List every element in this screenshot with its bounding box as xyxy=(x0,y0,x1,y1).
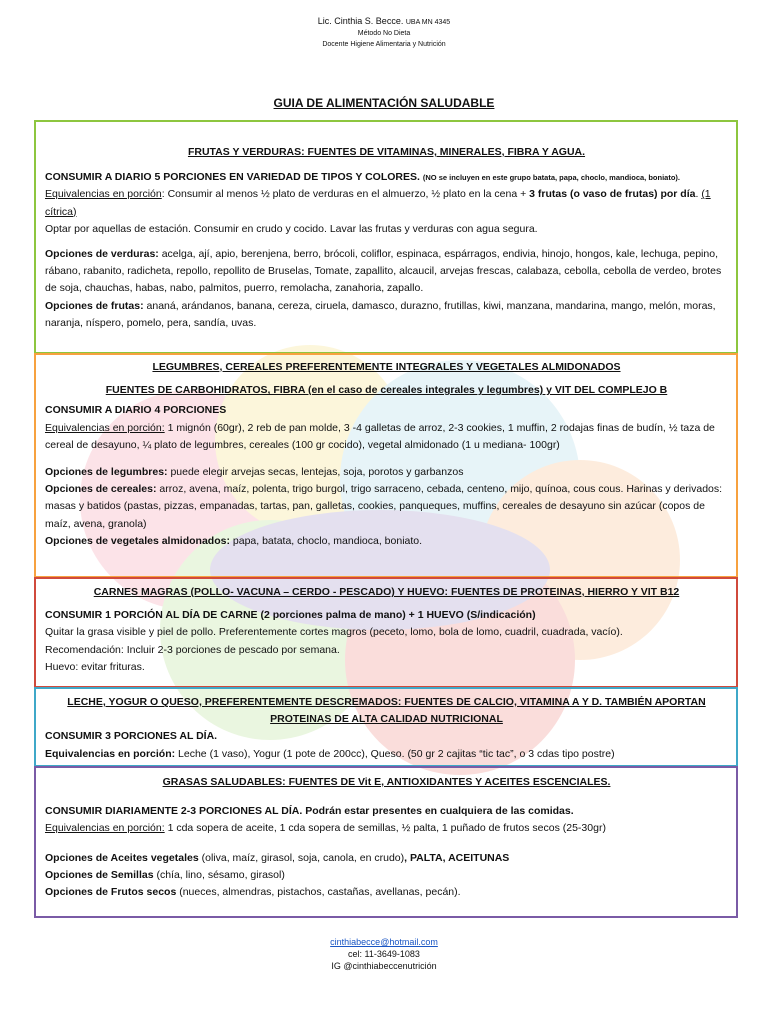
starchy-vegetable-options xyxy=(45,533,728,550)
equivalence-label: Equivalencias en porción: xyxy=(45,747,176,760)
options-text: arroz, avena, maíz, polenta, trigo burgol, trigo sarraceno, cebada, centeno, mijo, quínoa, cous cous. Harinas y derivados: masas y batidos (pastas, pizzas, empanadas, tartas, pan, galletas, cookies, panqueques, muffins, cereales de desayuno sin azúcar (copos de maíz, avena, granola) xyxy=(45,483,723,530)
equivalence-label: Equivalencias en porción: xyxy=(45,421,165,434)
equivalence-text: : Consumir al menos ½ plato de verduras en el almuerzo, ½ plato en la cena + xyxy=(161,188,530,201)
contact-footer xyxy=(0,936,768,972)
portion-equivalence xyxy=(45,186,728,220)
citrica-note: (1 cítrica) xyxy=(45,188,711,218)
author-credential: UBA MN 4345 xyxy=(405,19,451,26)
options-bold: , PALTA, ACEITUNAS xyxy=(404,851,510,864)
author-name: Lic. Cinthia S. Becce. xyxy=(317,16,404,26)
equivalence-text: Leche (1 vaso), Yogur (1 pote de 200cc), Queso. (50 gr 2 cajitas “tic tac”, o 3 cdas tipo postre) xyxy=(175,747,615,760)
portion-equivalence xyxy=(45,746,728,763)
recommendation-text: Optar por aquellas de estación. Consumir en crudo y cocido. Lavar las frutas y verduras con agua segura. xyxy=(45,222,538,235)
instagram-handle: IG @cinthiabeccenutrición xyxy=(331,961,437,971)
options-label: Opciones de cereales: xyxy=(45,483,157,496)
equivalence-sep: . xyxy=(695,188,702,201)
portion-equivalence xyxy=(45,820,728,837)
consumption-text: CONSUMIR 3 PORCIONES AL DÍA. xyxy=(45,730,218,743)
method-line: Método No Dieta xyxy=(357,30,411,37)
phone-number: cel: 11-3649-1083 xyxy=(348,949,420,959)
options-text: (chía, lino, sésamo, girasol) xyxy=(153,868,285,881)
options-text: ananá, arándanos, banana, cereza, ciruela, damasco, durazno, frutillas, kiwi, manzana, mandarina, mango, melón, moras, naranja, níspero, pomelo, pera, sandía, uvas. xyxy=(45,299,716,329)
options-label: Opciones de legumbres: xyxy=(45,466,168,479)
equivalence-text: 1 mignón (60gr), 2 reb de pan molde, 3 -4 galletas de arroz, 2-3 cookies, 1 muffin, 2 rodajas finas de budín, ½ taza de cereal de desayuno, ¼ plato de legumbres, cereales (100 gr cocido), vegetal almidonado (1 u mediana- 100gr) xyxy=(45,421,715,451)
consumption-line xyxy=(45,169,728,186)
consumption-text: CONSUMIR 1 PORCIÓN AL DÍA DE CARNE (2 porciones palma de mano) + 1 HUEVO (S/indicación) xyxy=(45,609,536,622)
legume-options xyxy=(45,464,728,481)
options-label: Opciones de Frutos secos xyxy=(45,886,177,899)
section-frutas-verduras xyxy=(34,120,738,354)
page-title: GUIA DE ALIMENTACIÓN SALUDABLE xyxy=(273,96,495,110)
options-text: papa, batata, choclo, mandioca, boniato. xyxy=(229,534,423,547)
vegetable-options xyxy=(45,246,728,298)
equivalence-text: 1 cda sopera de aceite, 1 cda sopera de semillas, ½ palta, 1 puñado de frutos secos (25-30gr) xyxy=(164,822,606,835)
nut-options xyxy=(45,884,728,901)
consumption-text: CONSUMIR A DIARIO 4 PORCIONES xyxy=(45,404,227,417)
cereal-options xyxy=(45,481,728,533)
options-label: Opciones de verduras: xyxy=(45,248,159,261)
role-line: Docente Higiene Alimentaria y Nutrición xyxy=(322,41,446,48)
seed-options xyxy=(45,867,728,884)
options-label: Opciones de Aceites vegetales xyxy=(45,851,199,864)
options-text: (oliva, maíz, girasol, soja, canola, en crudo) xyxy=(198,851,405,864)
fruit-options xyxy=(45,298,728,332)
email-link[interactable]: cinthiabecce@hotmail.com xyxy=(330,937,438,947)
options-text: acelga, ají, apio, berenjena, berro, brócoli, coliflor, espinaca, espárragos, endivia, hinojo, hongos, kale, lechuga, pepino, rábano, rabanito, radicheta, repollo, repollito de Bruselas, Tomate, zapallito, alcaucil, arvejas frescas, calabaza, cebolla, cebolla de verdeo, brotes de soja, chauchas, habas, nabo, palmitos, puerro, remolacha, zanahoria, zapallo. xyxy=(45,248,722,295)
fish-recommendation: Recomendación: Incluir 2-3 porciones de pescado por semana. xyxy=(45,643,340,656)
section-title: FRUTAS Y VERDURAS: FUENTES DE VITAMINAS, MINERALES, FIBRA Y AGUA. xyxy=(187,146,586,158)
options-label: Opciones de frutas: xyxy=(45,299,144,312)
section-grasas-saludables xyxy=(34,766,738,918)
options-label: Opciones de Semillas xyxy=(45,868,154,881)
equivalence-bold: 3 frutas (o vaso de frutas) por día xyxy=(529,188,696,201)
options-label: Opciones de vegetales almidonados: xyxy=(45,534,230,547)
letterhead xyxy=(0,16,768,50)
options-text: (nueces, almendras, pistachos, castañas, avellanas, pecán). xyxy=(176,886,461,899)
meat-advice: Quitar la grasa visible y piel de pollo. Preferentemente cortes magros (peceto, lomo, bola de lomo, cuadril, cuadrada, vacío). xyxy=(45,626,623,639)
section-title: CARNES MAGRAS (POLLO- VACUNA – CERDO - PESCADO) Y HUEVO: FUENTES DE PROTEINAS, HIERRO Y VIT B12 xyxy=(93,586,680,598)
section-legumbres-cereales xyxy=(34,353,738,578)
options-text: puede elegir arvejas secas, lentejas, soja, porotos y garbanzos xyxy=(167,466,464,479)
section-title: GRASAS SALUDABLES: FUENTES DE Vit E, ANTIOXIDANTES Y ACEITES ESCENCIALES. xyxy=(162,776,611,788)
section-title: LEGUMBRES, CEREALES PREFERENTEMENTE INTEGRALES Y VEGETALES ALMIDONADOS xyxy=(152,361,621,373)
equivalence-label: Equivalencias en porción: xyxy=(45,822,165,835)
section-subtitle: FUENTES DE CARBOHIDRATOS, FIBRA (en el caso de cereales integrales y legumbres) y VIT DEL COMPLEJO B xyxy=(105,384,668,397)
portion-equivalence xyxy=(45,420,728,454)
equivalence-label: Equivalencias en porción xyxy=(45,188,162,201)
section-carnes-huevo xyxy=(34,577,738,688)
egg-advice: Huevo: evitar frituras. xyxy=(45,660,145,673)
oil-options xyxy=(45,850,728,867)
author-line xyxy=(0,16,768,28)
consumption-text: CONSUMIR A DIARIO 5 PORCIONES EN VARIEDAD DE TIPOS Y COLORES. xyxy=(45,171,420,184)
section-lacteos xyxy=(34,687,738,767)
section-title: LECHE, YOGUR O QUESO, PREFERENTEMENTE DESCREMADOS: FUENTES DE CALCIO, VITAMINA A Y D. TAMBIÉN APORTAN PROTEINAS DE ALTA CALIDAD NUTRICIONAL xyxy=(67,696,706,726)
consumption-note: (NO se incluyen en este grupo batata, papa, choclo, mandioca, boniato). xyxy=(422,173,681,183)
consumption-text: CONSUMIR DIARIAMENTE 2-3 PORCIONES AL DÍA. Podrán estar presentes en cualquiera de las comidas. xyxy=(45,805,574,818)
